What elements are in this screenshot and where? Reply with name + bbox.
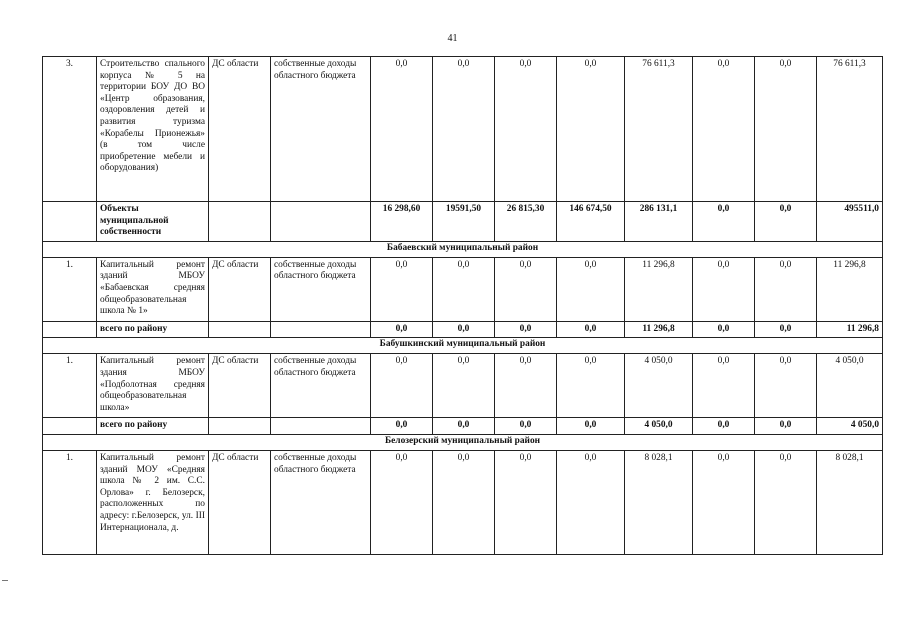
value-cell: 0,0 — [755, 450, 817, 554]
value-cell: 0,0 — [693, 57, 755, 202]
district-row — [43, 241, 883, 257]
value-cell: 0,0 — [755, 354, 817, 418]
table-row — [43, 418, 883, 435]
total-value: 0,0 — [755, 418, 817, 435]
total-value: 4 050,0 — [817, 418, 883, 435]
value-cell: 11 296,8 — [625, 257, 693, 321]
value-cell: 0,0 — [755, 257, 817, 321]
district-row — [43, 434, 883, 450]
value-cell: 0,0 — [371, 57, 433, 202]
funding-source: собственные доходы областного бюджета — [271, 257, 371, 321]
object-name: Капитальный ремонт здания МБОУ «Подболотная средняя общеобразовательная школа» — [97, 354, 209, 418]
row-number: 1. — [43, 354, 97, 418]
value-cell: 0,0 — [495, 354, 557, 418]
total-value: 0,0 — [693, 418, 755, 435]
object-name: Капитальный ремонт зданий МБОУ «Бабаевская средняя общеобразовательная школа № 1» — [97, 257, 209, 321]
empty-cell — [271, 418, 371, 435]
value-cell: 8 028,1 — [625, 450, 693, 554]
value-cell: 0,0 — [495, 57, 557, 202]
total-value: 11 296,8 — [625, 321, 693, 338]
budget-table — [42, 56, 883, 555]
value-cell: 4 050,0 — [817, 354, 883, 418]
table-row — [43, 57, 883, 202]
value-cell: 76 611,3 — [817, 57, 883, 202]
empty-cell — [43, 202, 97, 242]
total-value: 146 674,50 — [557, 202, 625, 242]
total-value: 26 815,30 — [495, 202, 557, 242]
empty-cell — [271, 321, 371, 338]
value-cell: 0,0 — [371, 257, 433, 321]
value-cell: 4 050,0 — [625, 354, 693, 418]
value-cell: 0,0 — [433, 354, 495, 418]
total-value: 0,0 — [755, 202, 817, 242]
total-value: 11 296,8 — [817, 321, 883, 338]
row-number: 3. — [43, 57, 97, 202]
row-number: 1. — [43, 450, 97, 554]
value-cell: 0,0 — [557, 57, 625, 202]
district-heading: Бабушкинский муниципальный район — [43, 338, 883, 354]
total-label: Объекты муниципальной собственности — [97, 202, 209, 242]
total-value: 16 298,60 — [371, 202, 433, 242]
total-value: 495511,0 — [817, 202, 883, 242]
empty-cell — [43, 321, 97, 338]
total-value: 0,0 — [495, 418, 557, 435]
value-cell: 0,0 — [495, 450, 557, 554]
value-cell: 11 296,8 — [817, 257, 883, 321]
table-row — [43, 202, 883, 242]
value-cell: 0,0 — [433, 57, 495, 202]
total-value: 286 131,1 — [625, 202, 693, 242]
empty-cell — [43, 418, 97, 435]
total-value: 0,0 — [557, 321, 625, 338]
empty-cell — [271, 202, 371, 242]
empty-cell — [209, 321, 271, 338]
value-cell: 8 028,1 — [817, 450, 883, 554]
total-value: 0,0 — [371, 321, 433, 338]
organization: ДС области — [209, 257, 271, 321]
value-cell: 0,0 — [557, 450, 625, 554]
value-cell: 0,0 — [693, 354, 755, 418]
district-row — [43, 338, 883, 354]
total-value: 0,0 — [693, 202, 755, 242]
total-value: 0,0 — [755, 321, 817, 338]
total-value: 0,0 — [495, 321, 557, 338]
empty-cell — [209, 418, 271, 435]
total-value: 0,0 — [557, 418, 625, 435]
value-cell: 0,0 — [433, 257, 495, 321]
funding-source: собственные доходы областного бюджета — [271, 57, 371, 202]
total-value: 4 050,0 — [625, 418, 693, 435]
table-row — [43, 257, 883, 321]
value-cell: 0,0 — [371, 354, 433, 418]
object-name: Капитальный ремонт зданий МОУ «Средняя школа № 2 им. С.С. Орлова» г. Белозерск, расположенных по адресу: г.Белозерск, ул. III Интернационала, д. — [97, 450, 209, 554]
value-cell: 0,0 — [693, 450, 755, 554]
table-row — [43, 321, 883, 338]
organization: ДС области — [209, 57, 271, 202]
object-name: Строительство спального корпуса № 5 на территории БОУ ДО ВО «Центр образования, оздоровления детей и развития туризма «Корабелы Прионежья» (в том числе приобретение мебели и оборудования) — [97, 57, 209, 202]
value-cell: 0,0 — [693, 257, 755, 321]
total-value: 0,0 — [693, 321, 755, 338]
value-cell: 0,0 — [755, 57, 817, 202]
funding-source: собственные доходы областного бюджета — [271, 354, 371, 418]
value-cell: 0,0 — [433, 450, 495, 554]
page-number: 41 — [447, 33, 458, 44]
district-heading: Белозерский муниципальный район — [43, 434, 883, 450]
table-row — [43, 450, 883, 554]
value-cell: 0,0 — [495, 257, 557, 321]
funding-source: собственные доходы областного бюджета — [271, 450, 371, 554]
total-label: всего по району — [97, 321, 209, 338]
scan-mark — [2, 580, 8, 581]
value-cell: 0,0 — [557, 354, 625, 418]
empty-cell — [209, 202, 271, 242]
total-value: 0,0 — [433, 418, 495, 435]
table-row — [43, 354, 883, 418]
organization: ДС области — [209, 354, 271, 418]
total-value: 0,0 — [371, 418, 433, 435]
row-number: 1. — [43, 257, 97, 321]
total-label: всего по району — [97, 418, 209, 435]
total-value: 0,0 — [433, 321, 495, 338]
organization: ДС области — [209, 450, 271, 554]
total-value: 19591,50 — [433, 202, 495, 242]
value-cell: 0,0 — [557, 257, 625, 321]
value-cell: 76 611,3 — [625, 57, 693, 202]
value-cell: 0,0 — [371, 450, 433, 554]
district-heading: Бабаевский муниципальный район — [43, 241, 883, 257]
